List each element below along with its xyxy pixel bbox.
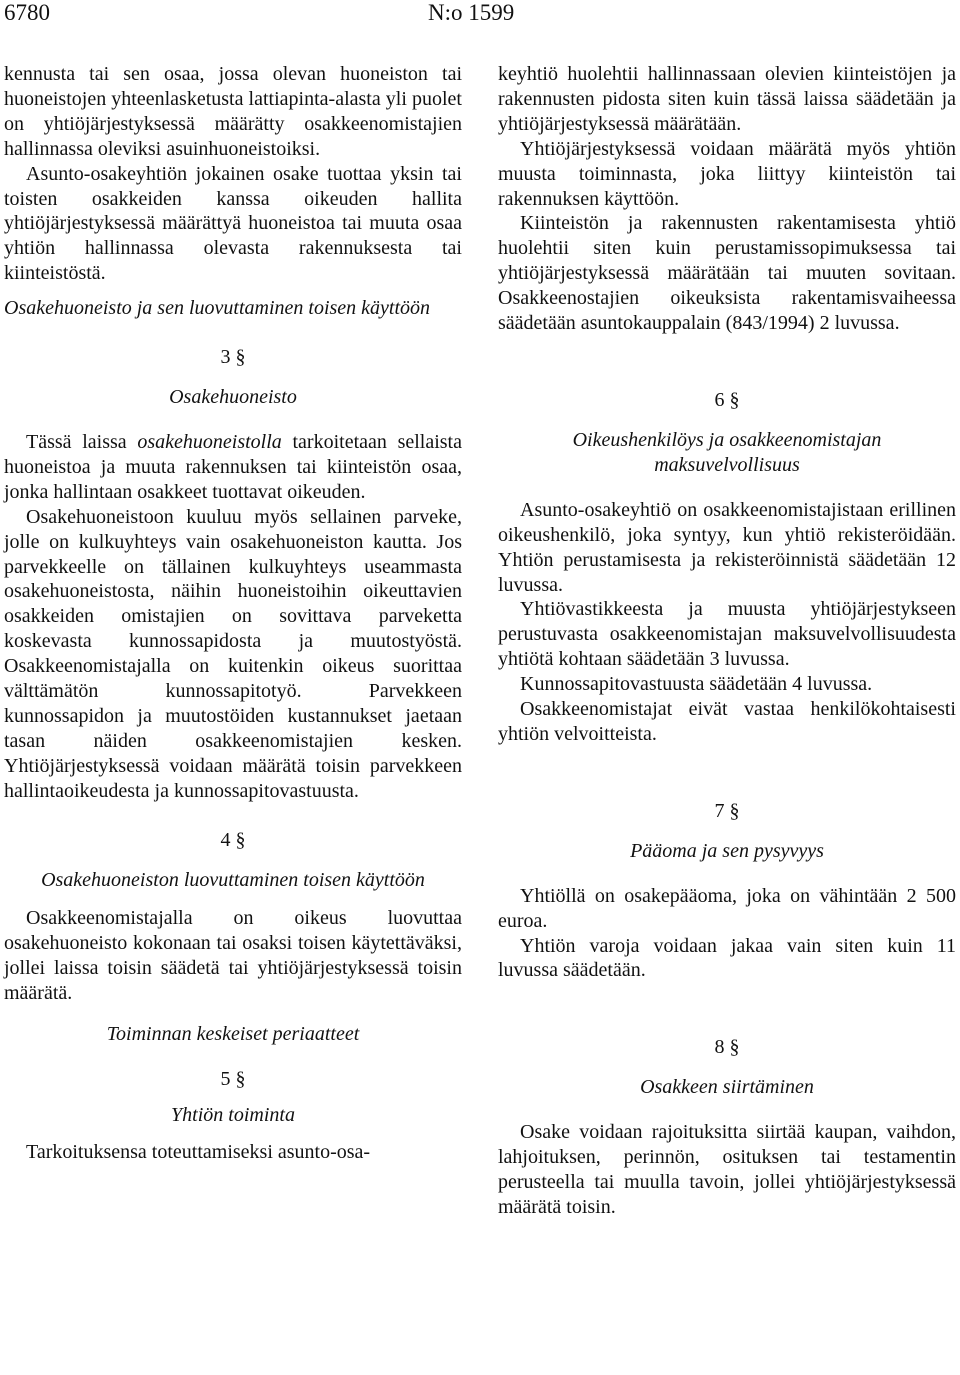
paragraph: Osakehuoneistoon kuuluu myös sellainen parveke, jolle on kulkuyhteys vain osakehuoneiston kautta. Jos parvekkeelle on tällainen kulkuyhteys useammasta osakehuoneistosta, näihin huoneistoihin oikeuttavien osakkeiden omistajien on sovittava parveketta koskevasta kunnossapidosta ja muutostyöstä. Osakkeenomistajalla on kuitenkin oikeus suorittaa välttämätön kunnossapitotyö. Parvekkeen kunnossapidon ja muutostöiden kustannukset jaetaan tasan näiden osakkeenomistajien kesken. Yhtiöjärjestyksessä voidaan määrätä toisin parvekkeen hallintaoikeudesta ja kunnossapitovastuusta. [4, 505, 462, 802]
paragraph: Yhtiön varoja voidaan jakaa vain siten kuin 11 luvussa säädetään. [498, 934, 956, 982]
section-title: Oikeushenkilöys ja osakkeenomistajan maksuvelvollisuus [572, 428, 882, 476]
paragraph: Kunnossapitovastuusta säädetään 4 luvussa. [520, 673, 873, 696]
text-run: tarkoitetaan sellaista huoneistoa ja muuta rakennuksen tai kiinteistön osaa, jonka hallintaan osakkeet tuottavat oikeuden. [4, 430, 462, 503]
paragraph [4, 430, 462, 505]
right-column [498, 62, 956, 1220]
chapter-heading: Toiminnan keskeiset periaatteet [106, 1023, 360, 1046]
section-title: Osakkeen siirtäminen [640, 1076, 814, 1099]
paragraph: Osakkeenomistajalla on oikeus luovuttaa osakehuoneisto kokonaan tai osaksi toisen käytettäväksi, jollei laissa toisin säädetä tai yhtiöjärjestyksessä toisin määrätä. [4, 907, 462, 1005]
paragraph: keyhtiö huolehtii hallinnassaan olevien kiinteistöjen ja rakennusten pidosta siten kuin tässä laissa säädetään ja yhtiöjärjestyksessä määrätään. [498, 63, 956, 135]
section-number: 7 § [714, 799, 740, 822]
text-run: Tässä laissa [26, 430, 138, 453]
paragraph: kennusta tai sen osaa, jossa olevan huoneiston tai huoneistojen yhteenlasketusta lattiapinta-alasta yli puolet on yhtiöjärjestyksessä määrätty osakkeenomistajien hallinnassa oleviksi asuinhuoneistoiksi. [4, 63, 462, 160]
paragraph: Osake voidaan rajoituksitta siirtää kaupan, vaihdon, lahjoituksen, perinnön, osituksen tai testamentin perusteella tai muulla tavoin, jollei yhtiöjärjestyksessä määrätä toisin. [498, 1121, 956, 1218]
paragraph: Kiinteistön ja rakennusten rakentamisesta yhtiö huolehtii siten kuin perustamissopimuksessa tai yhtiöjärjestyksessä määrätään tai muuten sovitaan. Osakkeenostajien oikeuksista rakentamisvaiheessa säädetään asuntokauppalain (843/1994) 2 luvussa. [498, 212, 956, 335]
section-number: 4 § [220, 828, 246, 851]
chapter-heading: Osakehuoneisto ja sen luovuttaminen toisen käyttöön [4, 297, 431, 320]
section-title: Osakehuoneisto [169, 386, 297, 409]
section-title: Yhtiön toiminta [171, 1104, 295, 1126]
section-number: 8 § [714, 1036, 740, 1059]
paragraph: Yhtiöllä on osakepääoma, joka on vähintään 2 500 euroa. [498, 884, 956, 932]
paragraph: Osakkeenomistajat eivät vastaa henkilökohtaisesti yhtiön velvoitteista. [498, 698, 956, 745]
page-number: 6780 [4, 0, 50, 25]
paragraph: Tarkoituksensa toteuttamiseksi asunto-osa- [26, 1140, 371, 1163]
section-number: 6 § [714, 388, 740, 411]
document-number: N:o 1599 [428, 0, 515, 25]
left-column [4, 62, 462, 1165]
paragraph: Yhtiövastikkeesta ja muusta yhtiöjärjestykseen perustuvasta osakkeenomistajan maksuvelvollisuudesta yhtiötä kohtaan säädetään 3 luvussa. [498, 598, 956, 671]
paragraph: Yhtiöjärjestyksessä voidaan määrätä myös yhtiön muusta toiminnasta, joka liittyy kiinteistön tai rakennuksen käyttöön. [498, 137, 956, 210]
page-header [0, 0, 960, 40]
defined-term: osakehuoneistolla [137, 430, 282, 453]
section-title: Osakehuoneiston luovuttaminen toisen käyttöön [41, 868, 425, 891]
paragraph: Asunto-osakeyhtiön jokainen osake tuottaa yksin tai toisten osakkeiden kanssa oikeuden hallita yhtiöjärjestyksessä määrättyä huoneistoa tai muuta osaa yhtiön hallinnassa olevasta rakennuksesta tai kiinteistöstä. [4, 162, 462, 285]
section-number: 5 § [220, 1068, 246, 1090]
section-number: 3 § [220, 346, 246, 369]
paragraph: Asunto-osakeyhtiö on osakkeenomistajistaan erillinen oikeushenkilö, joka syntyy, kun yhtiö rekisteröidään. Yhtiön perustamisesta ja rekisteröinnistä säädetään 12 luvussa. [498, 498, 956, 596]
section-title: Pääoma ja sen pysyvyys [630, 839, 824, 862]
